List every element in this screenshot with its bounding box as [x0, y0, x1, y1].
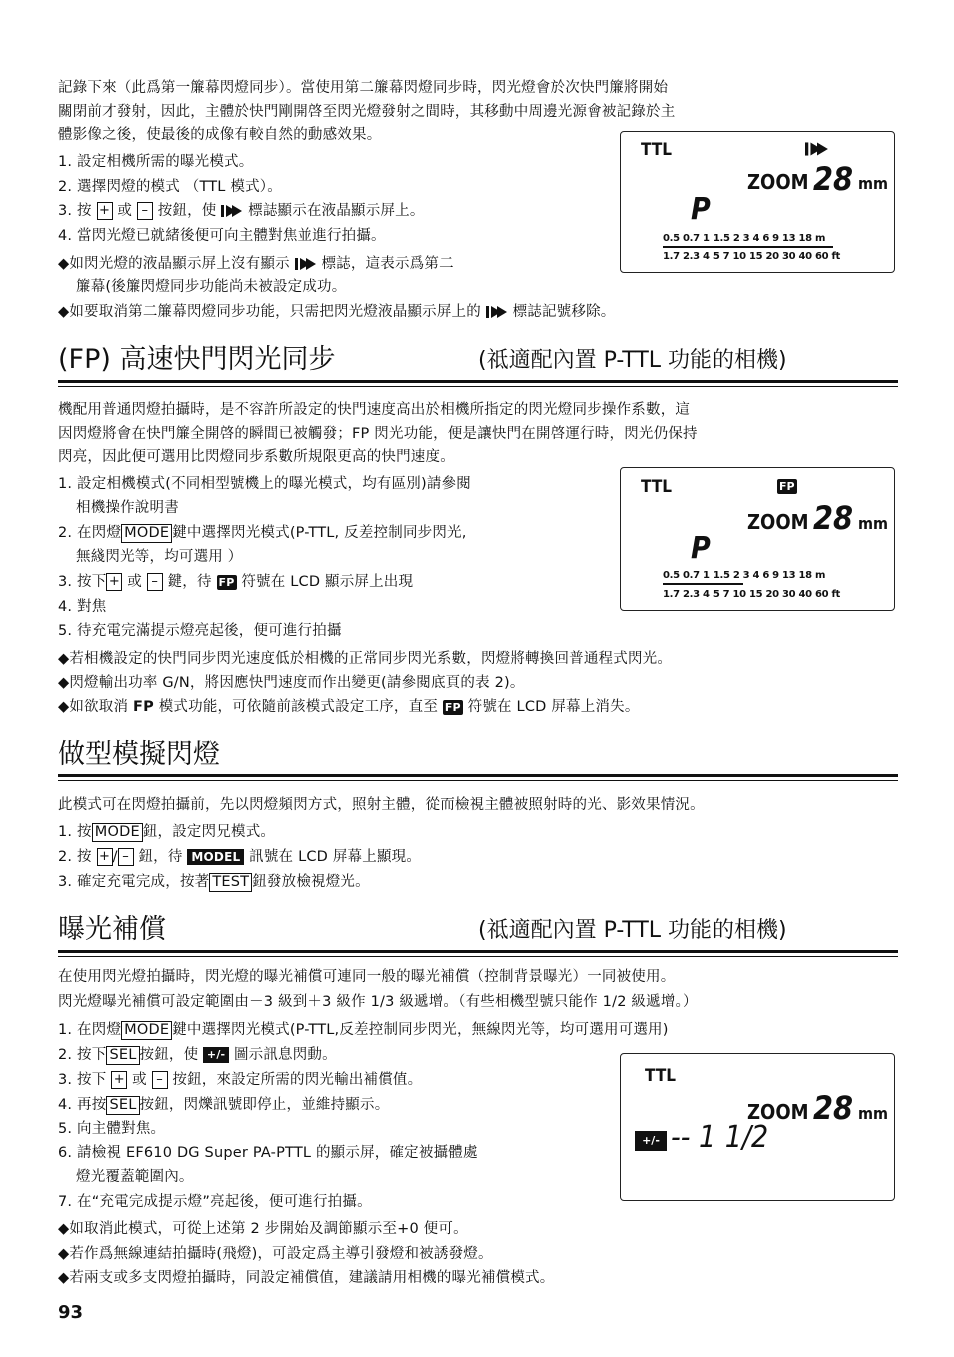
fp-icon: FP — [779, 480, 795, 493]
lcd-zoom-value: 28 — [813, 1089, 854, 1127]
fp-step-1: 1. 設定相機模式(不同相型號機上的曝光模式，均有區別)請參閱 — [58, 476, 471, 492]
step-text: 鍵，待 — [167, 574, 212, 590]
step-text: 圖示訊息閃動。 — [233, 1047, 337, 1063]
step-text: 或 — [127, 574, 142, 590]
intro-line: 記錄下來（此爲第一簾幕閃燈同步）。當使用第二簾幕閃燈同步時，閃光燈會於次快門簾將開始 — [58, 80, 669, 96]
page-number: 93 — [58, 1302, 84, 1323]
ec-section-title: 曝光補償 — [58, 914, 166, 945]
lcd-scale-feet: 1.7 2.3 4 5 7 10 15 20 30 40 60 ft — [663, 589, 841, 600]
fp-icon: FP — [218, 575, 235, 589]
step-text: / — [112, 849, 118, 865]
fp-step-3 — [58, 572, 413, 592]
minus-key: – — [118, 848, 134, 866]
fp-step-1-cont: 相機操作說明書 — [76, 500, 179, 516]
ec-step-6-cont: 燈光覆蓋範圍內。 — [76, 1169, 194, 1185]
note-text: ◆如要取消第二簾幕閃燈同步功能，只需把閃光燈液晶顯示屏上的 — [58, 304, 481, 320]
sel-key: SEL — [106, 1046, 139, 1065]
mode-key: MODE — [92, 823, 143, 842]
ec-note-1: ◆如取消此模式，可從上述第 2 步開始及調節顯示至+0 便可。 — [58, 1221, 468, 1237]
lcd-mode-p: P — [691, 531, 711, 566]
lcd-range-bar — [663, 246, 833, 248]
step-text: 或 — [117, 203, 133, 219]
step-text: 鍵中選擇閃光模式(P-TTL,反差控制同步閃光，無線閃光等，均可選用可選用) — [172, 1022, 669, 1038]
step-text: 4. 再按 — [58, 1097, 107, 1113]
lcd-mm-label: mm — [858, 174, 888, 193]
step-text: 按鈕，閃爍訊號即停止，並維持顯示。 — [139, 1097, 390, 1113]
fp-section-subtitle: (祗適配內置 P-TTL 功能的相機) — [478, 348, 787, 373]
section-divider — [58, 380, 898, 383]
minus-key: – — [147, 573, 163, 591]
model-step-2 — [58, 847, 421, 867]
fp-note-3 — [58, 697, 640, 717]
lcd-mm-label: mm — [858, 514, 888, 533]
section-divider — [58, 774, 898, 777]
ec-paragraph: 在使用閃光燈拍攝時，閃光燈的曝光補償可連同一般的曝光補償（控制背景曝光）一同被使用。 — [58, 969, 676, 985]
fp-step-2-cont: 無綫閃光等，均可選用 ） — [76, 549, 243, 565]
section-divider — [58, 956, 898, 957]
step-text: 1. 按 — [58, 824, 92, 840]
sel-key: SEL — [106, 1096, 139, 1115]
rear-step-2: 2. 選擇閃燈的模式 （TTL 模式）。 — [58, 179, 282, 195]
step-text: 2. 按 — [58, 849, 92, 865]
exposure-compensation-icon: +/- — [203, 1047, 229, 1063]
section-divider — [58, 950, 898, 953]
lcd-mm-label: mm — [858, 1104, 888, 1123]
note-text: ◆如欲取消 — [58, 699, 129, 715]
ec-step-4 — [58, 1095, 389, 1115]
fp-icon: FP — [444, 700, 461, 714]
fp-step-2 — [58, 523, 467, 543]
rear-note-2 — [58, 302, 615, 322]
model-section-title: 做型模擬閃燈 — [58, 739, 220, 770]
lcd-mode-p: P — [691, 192, 711, 227]
lcd-display-rear-curtain — [620, 131, 895, 273]
fp-section-title: (FP) 高速快門閃光同步 — [58, 344, 336, 375]
note-text: 標誌記號移除。 — [512, 304, 616, 320]
intro-line: 體影像之後，使最後的成像有較自然的動感效果。 — [58, 127, 382, 143]
fp-paragraph: 因閃燈將會在快門簾全開啓的瞬間已被觸發；FP 閃光功能，便是讓快門在開啓運行時，閃光仍保持 — [58, 426, 698, 442]
step-text: 按鈕，使 — [157, 203, 217, 219]
rear-note-1-cont: 簾幕(後簾閃燈同步功能尚未被設定成功。 — [76, 279, 347, 295]
section-divider — [58, 386, 898, 387]
rear-note-1 — [58, 254, 454, 274]
lcd-ec-value: -- 1 1/2 — [671, 1120, 769, 1155]
lcd-display-ec — [620, 1053, 895, 1201]
model-paragraph: 此模式可在閃燈拍攝前，先以閃燈頻閃方式，照射主體，從而檢視主體被照射時的光、影效果情況。 — [58, 797, 705, 813]
lcd-zoom-label: ZOOM — [747, 170, 809, 194]
ec-step-2 — [58, 1045, 337, 1065]
step-text: 按鈕，使 — [139, 1047, 199, 1063]
rear-step-3 — [58, 201, 425, 221]
step-text: 3. 按 — [58, 203, 92, 219]
lcd-zoom-value: 28 — [813, 160, 854, 198]
ec-step-1 — [58, 1020, 669, 1040]
step-text: 鈕，設定閃兄模式。 — [142, 824, 276, 840]
step-text: 1. 在閃燈 — [58, 1022, 122, 1038]
rear-curtain-icon — [805, 141, 829, 157]
plus-key: + — [97, 202, 113, 220]
note-text: ◆如閃光燈的液晶顯示屏上沒有顯示 — [58, 256, 290, 272]
lcd-zoom-label: ZOOM — [747, 1100, 809, 1124]
rear-step-4: 4. 當閃光燈已就緒後便可向主體對焦並進行拍攝。 — [58, 228, 386, 244]
step-text: 訊號在 LCD 屏幕上顯現。 — [249, 849, 422, 865]
fp-paragraph: 機配用普通閃燈拍攝時，是不容許所設定的快門速度高出於相機所指定的閃光燈同步操作系數，這 — [58, 402, 691, 418]
note-text: 標誌，這表示爲第二 — [321, 256, 454, 272]
lcd-scale-feet: 1.7 2.3 4 5 7 10 15 20 30 40 60 ft — [663, 251, 841, 262]
fp-paragraph: 閃亮，因此便可選用比閃燈同步系數所規限更高的快門速度。 — [58, 449, 455, 465]
mode-key: MODE — [121, 1021, 172, 1040]
rear-curtain-icon — [486, 305, 508, 319]
mode-key: MODE — [121, 524, 172, 543]
plus-key: + — [111, 1071, 127, 1089]
model-icon: MODEL — [187, 849, 244, 865]
step-text: 3. 確定充電完成，按著 — [58, 874, 210, 890]
minus-key: – — [152, 1071, 168, 1089]
lcd-ttl-label: TTL — [641, 477, 673, 497]
intro-line: 關閉前才發射，因此，主體於快門剛開啓至閃光燈發射之間時，其移動中周邊光源會被記錄於主 — [58, 104, 676, 120]
step-text: 3. 按下 — [58, 1072, 107, 1088]
ec-step-3 — [58, 1070, 422, 1090]
ec-step-5: 5. 向主體對焦。 — [58, 1121, 166, 1137]
note-text: FP — [132, 699, 154, 715]
lcd-scale-meters: 0.5 0.7 1 1.5 2 3 4 6 9 13 18 m — [663, 570, 826, 581]
note-text: 符號在 LCD 屏幕上消失。 — [467, 699, 640, 715]
step-text: 符號在 LCD 顯示屏上出現 — [241, 574, 414, 590]
model-step-1 — [58, 822, 275, 842]
lcd-zoom-label: ZOOM — [747, 510, 809, 534]
ec-step-7: 7. 在“充電完成提示燈”亮起後，便可進行拍攝。 — [58, 1194, 372, 1210]
minus-key: – — [137, 202, 153, 220]
rear-step-1: 1. 設定相機所需的曝光模式。 — [58, 154, 254, 170]
step-text: 2. 在閃燈 — [58, 525, 122, 541]
test-key: TEST — [209, 873, 252, 892]
fp-note-2: ◆閃燈輸出功率 G/N，將因應快門速度而作出變更(請參閱底頁的表 2)。 — [58, 675, 525, 691]
lcd-display-fp — [620, 467, 895, 611]
section-divider — [58, 780, 898, 781]
rear-curtain-icon — [295, 257, 317, 271]
step-text: 標誌顯示在液晶顯示屏上。 — [248, 203, 425, 219]
step-text: 或 — [132, 1072, 147, 1088]
fp-note-1: ◆若相機設定的快門同步閃光速度低於相機的正常同步閃光系數，閃燈將轉換回普通程式閃光。 — [58, 651, 673, 667]
step-text: 鍵中選擇閃光模式(P-TTL, 反差控制同步閃光, — [172, 525, 467, 541]
ec-note-3: ◆若兩支或多支閃燈拍攝時，同設定補償值，建議請用相機的曝光補償模式。 — [58, 1270, 555, 1286]
lcd-ttl-label: TTL — [645, 1066, 677, 1086]
fp-step-5: 5. 待充電完滿提示燈亮起後，便可進行拍攝 — [58, 623, 342, 639]
ec-step-6: 6. 請檢視 EF610 DG Super PA-PTTL 的顯示屏，確定被攝體處 — [58, 1145, 478, 1161]
fp-step-4: 4. 對焦 — [58, 599, 107, 615]
step-text: 鈕發放檢視燈光。 — [252, 874, 370, 890]
plus-key: + — [97, 848, 113, 866]
plus-key: + — [106, 573, 122, 591]
model-step-3 — [58, 872, 370, 892]
lcd-scale-meters: 0.5 0.7 1 1.5 2 3 4 6 9 13 18 m — [663, 233, 826, 244]
ec-paragraph: 閃光燈曝光補償可設定範圍由－3 級到＋3 級作 1/3 級遞增。（有些相機型號只能作 1/2 級遞增。） — [58, 994, 698, 1010]
note-text: 模式功能，可依隨前該模式設定工序，直至 — [158, 699, 439, 715]
lcd-zoom-value: 28 — [813, 499, 854, 537]
lcd-range-bar — [663, 583, 743, 585]
step-text: 2. 按下 — [58, 1047, 107, 1063]
rear-curtain-icon — [221, 204, 243, 218]
lcd-ttl-label: TTL — [641, 140, 673, 160]
step-text: 鈕，待 — [138, 849, 183, 865]
ec-section-subtitle: (祗適配內置 P-TTL 功能的相機) — [478, 918, 787, 943]
step-text: 按鈕，來設定所需的閃光輸出補償值。 — [172, 1072, 423, 1088]
exposure-compensation-icon: +/- — [635, 1131, 667, 1151]
step-text: 3. 按下 — [58, 574, 107, 590]
ec-note-2: ◆若作爲無線連結拍攝時(飛燈)，可設定爲主導引發燈和被誘發燈。 — [58, 1246, 493, 1262]
